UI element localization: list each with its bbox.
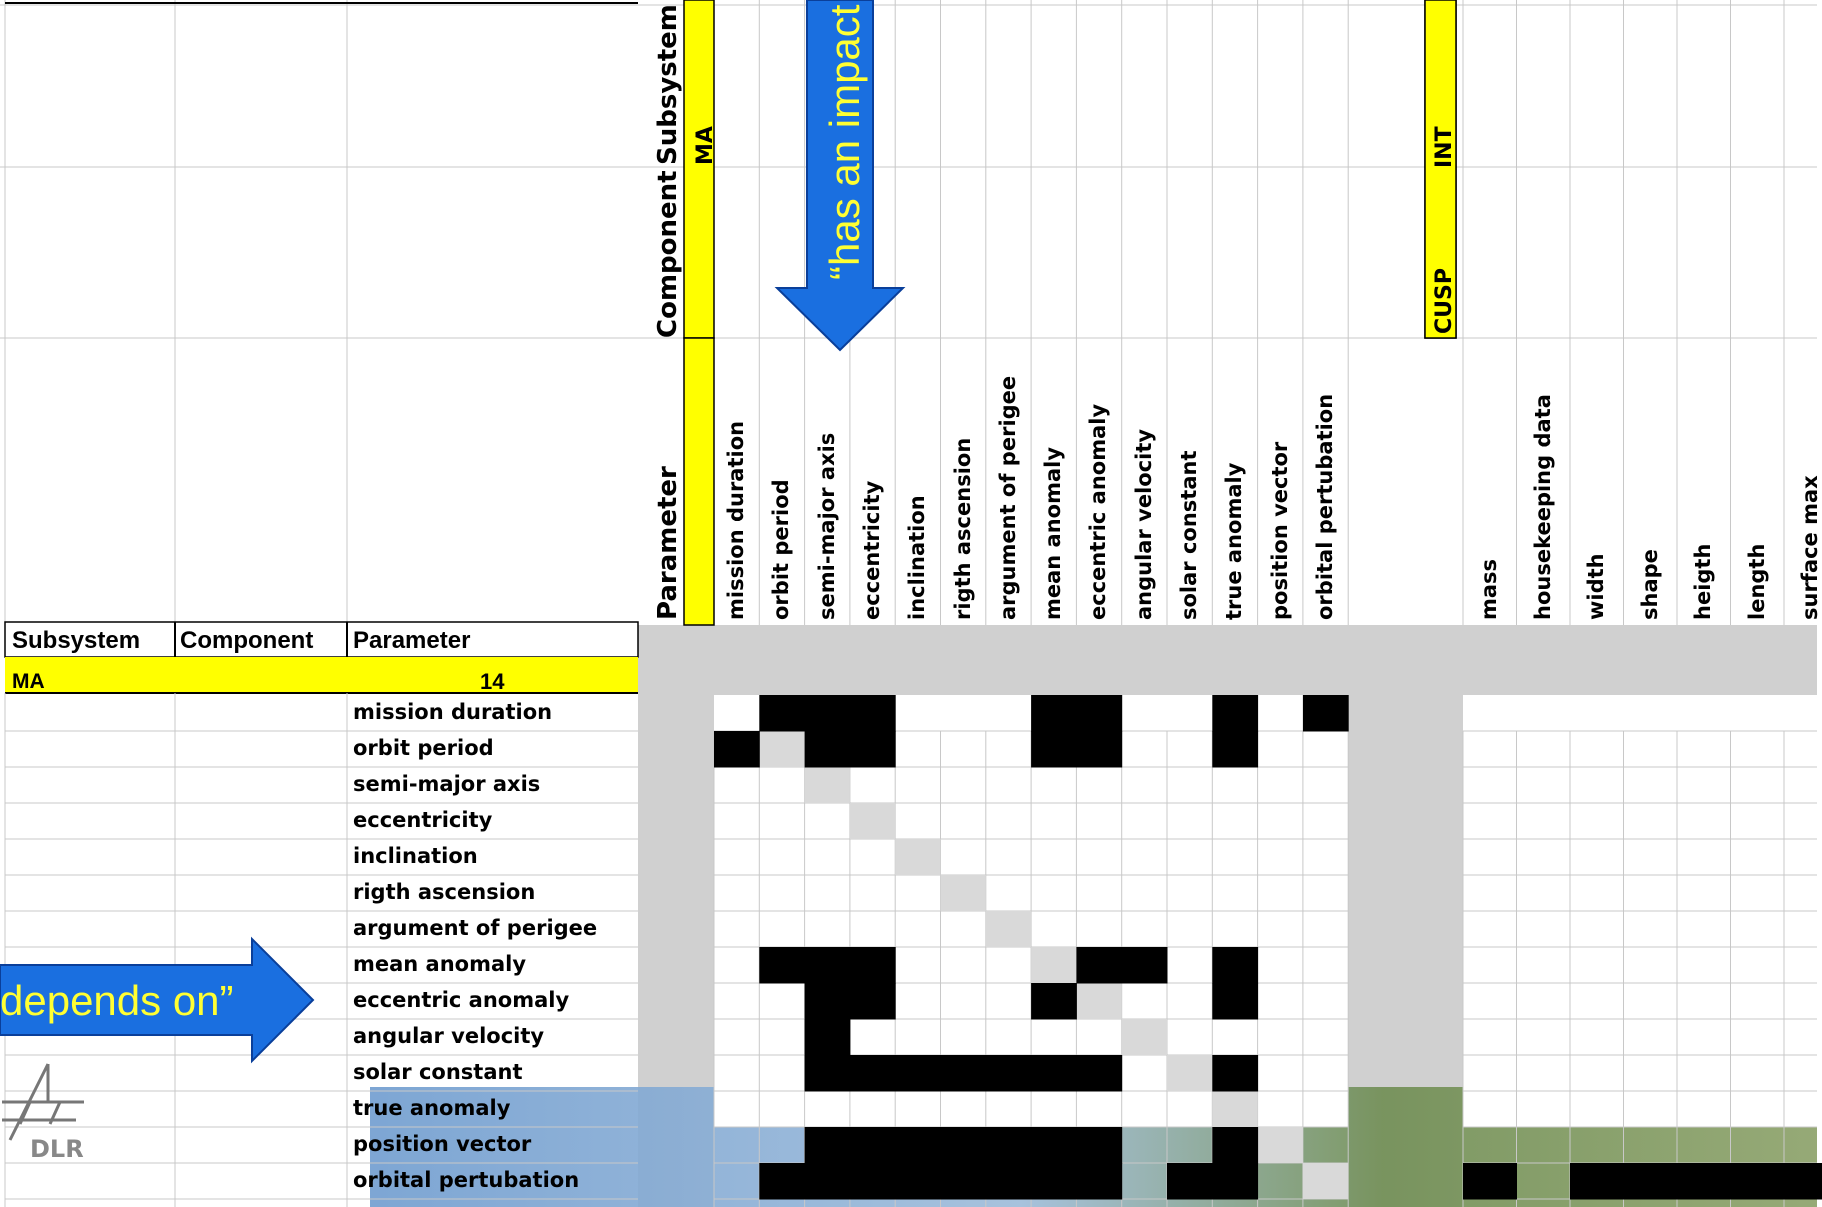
int-dependency-cell [1677, 1163, 1731, 1200]
row-label-eccentricity: eccentricity [353, 808, 493, 832]
row-label-inclination: inclination [353, 844, 478, 868]
dependency-cell [759, 695, 805, 732]
row-label-angular-velocity: angular velocity [353, 1024, 545, 1048]
column-label-solar-constant: solar constant [1177, 450, 1201, 620]
header-component-label: Component [653, 170, 683, 338]
column-label-mass: mass [1477, 558, 1501, 620]
depends-callout-text: depends on” [0, 977, 234, 1024]
dependency-cell [1076, 1127, 1122, 1164]
dependency-cell [805, 947, 851, 984]
dependency-cell [1031, 983, 1077, 1020]
dependency-cell [850, 983, 896, 1020]
dependency-cell [1212, 1163, 1258, 1200]
ma-highlight-bar-lower [684, 338, 714, 625]
cusp-column-tag: CUSP [1432, 268, 1457, 334]
column-label-orbit-period: orbit period [769, 479, 794, 620]
row-label-semi-major-axis: semi-major axis [353, 772, 541, 796]
dependency-cell [759, 1163, 805, 1200]
dependency-cell [714, 731, 760, 768]
column-label-argument-of-perigee: argument of perigee [995, 375, 1020, 620]
dependency-cell [805, 983, 851, 1020]
row-label-mean-anomaly: mean anomaly [353, 952, 527, 976]
dependency-cell [1212, 695, 1258, 732]
dependency-cell [1303, 695, 1349, 732]
dependency-cell [1076, 947, 1122, 984]
dependency-cell [759, 947, 805, 984]
matrix-top-separator [638, 625, 1817, 695]
column-label-housekeeping-data: housekeeping data [1530, 394, 1555, 620]
group-subsystem: MA [12, 670, 45, 693]
dlr-logo-text: DLR [30, 1135, 84, 1163]
column-label-width: width [1584, 553, 1608, 620]
dependency-cell [1167, 1163, 1213, 1200]
diagonal-cell [986, 911, 1031, 947]
row-label-rigth-ascension: rigth ascension [353, 880, 536, 904]
dependency-cell [1076, 1163, 1122, 1200]
header-subsystem-label: Subsystem [653, 4, 683, 165]
ma-column-tag: MA [693, 126, 718, 165]
diagonal-cell [1258, 1127, 1303, 1163]
group-count: 14 [480, 669, 505, 694]
diagonal-cell [850, 803, 895, 839]
dependency-cell [941, 1055, 987, 1092]
row-label-mission-duration: mission duration [353, 700, 553, 724]
table-header-parameter: Parameter [353, 627, 471, 654]
dependency-cell [1031, 695, 1077, 732]
impact-callout-text: “has an impact [821, 4, 868, 280]
dependency-cell [850, 1055, 896, 1092]
dependency-cell [1076, 731, 1122, 768]
dependency-cell [805, 731, 851, 768]
dependency-cell [805, 1019, 851, 1056]
table-header-subsystem: Subsystem [12, 627, 141, 654]
column-label-heigth: heigth [1691, 543, 1715, 620]
dependency-cell [1031, 1127, 1077, 1164]
dependency-cell [895, 1127, 941, 1164]
int-dependency-cell [1570, 1163, 1624, 1200]
dependency-cell [1212, 983, 1258, 1020]
column-label-position-vector: position vector [1267, 441, 1292, 620]
dependency-cell [850, 947, 896, 984]
row-label-true-anomaly: true anomaly [353, 1096, 511, 1120]
int-dependency-cell [1624, 1163, 1678, 1200]
dependency-cell [986, 1163, 1032, 1200]
row-label-orbit-period: orbit period [353, 736, 494, 760]
dependency-cell [805, 695, 851, 732]
dependency-cell [941, 1163, 987, 1200]
diagonal-cell [941, 875, 986, 911]
dependency-cell [941, 1127, 987, 1164]
dlr-logo-icon [0, 1062, 90, 1142]
dependency-cell [850, 1163, 896, 1200]
diagonal-cell [759, 731, 804, 767]
dependency-cell [850, 731, 896, 768]
column-label-eccentric-anomaly: eccentric anomaly [1086, 403, 1111, 620]
diagonal-cell [895, 839, 940, 875]
dependency-cell [1212, 731, 1258, 768]
diagonal-cell [1076, 983, 1121, 1019]
column-label-semi-major-axis: semi-major axis [814, 432, 839, 620]
diagonal-cell [805, 767, 850, 803]
column-label-mission-duration: mission duration [724, 420, 748, 620]
int-dependency-cell [1731, 1163, 1785, 1200]
dependency-cell [1031, 1163, 1077, 1200]
dependency-cell [895, 1163, 941, 1200]
column-label-rigth-ascension: rigth ascension [950, 437, 975, 620]
column-label-shape: shape [1637, 549, 1662, 620]
table-header-component: Component [180, 627, 314, 654]
dependency-cell [986, 1055, 1032, 1092]
group-row-highlight [5, 657, 638, 693]
row-label-solar-constant: solar constant [353, 1060, 523, 1084]
column-label-true-anomaly: true anomaly [1222, 462, 1247, 620]
dependency-cell [1212, 947, 1258, 984]
dependency-cell [1212, 1127, 1258, 1164]
dependency-cell [1031, 1055, 1077, 1092]
column-label-surface-max: surface max [1798, 475, 1822, 620]
dependency-cell [1122, 947, 1168, 984]
column-label-inclination: inclination [905, 495, 930, 620]
diagonal-cell [1167, 1055, 1212, 1091]
dependency-cell [986, 1127, 1032, 1164]
diagonal-cell [1031, 947, 1076, 983]
int-dependency-cell [1784, 1163, 1822, 1200]
dependency-cell [1212, 1055, 1258, 1092]
int-dependency-cell [1463, 1163, 1517, 1200]
dependency-cell [1031, 731, 1077, 768]
column-label-orbital-pertubation: orbital pertubation [1312, 393, 1337, 620]
dependency-cell [1076, 695, 1122, 732]
dependency-cell [1076, 1055, 1122, 1092]
column-label-eccentricity: eccentricity [859, 480, 884, 620]
row-label-orbital-pertubation: orbital pertubation [353, 1168, 580, 1192]
dependency-cell [805, 1055, 851, 1092]
header-parameter-label: Parameter [653, 466, 683, 620]
row-label-position-vector: position vector [353, 1132, 532, 1156]
dependency-cell [805, 1163, 851, 1200]
row-label-argument-of-perigee: argument of perigee [353, 916, 598, 940]
diagonal-cell [1122, 1019, 1167, 1055]
column-label-angular-velocity: angular velocity [1131, 428, 1156, 620]
diagonal-cell [1212, 1091, 1257, 1127]
dependency-cell [895, 1055, 941, 1092]
ma-highlight-bar [684, 0, 714, 338]
int-column-tag: INT [1432, 126, 1457, 168]
diagonal-cell [1303, 1163, 1348, 1199]
column-label-mean-anomaly: mean anomaly [1041, 446, 1066, 620]
dependency-cell [850, 1127, 896, 1164]
dependency-cell [805, 1127, 851, 1164]
dependency-cell [850, 695, 896, 732]
column-label-length: length [1744, 543, 1769, 620]
row-label-eccentric-anomaly: eccentric anomaly [353, 988, 570, 1012]
